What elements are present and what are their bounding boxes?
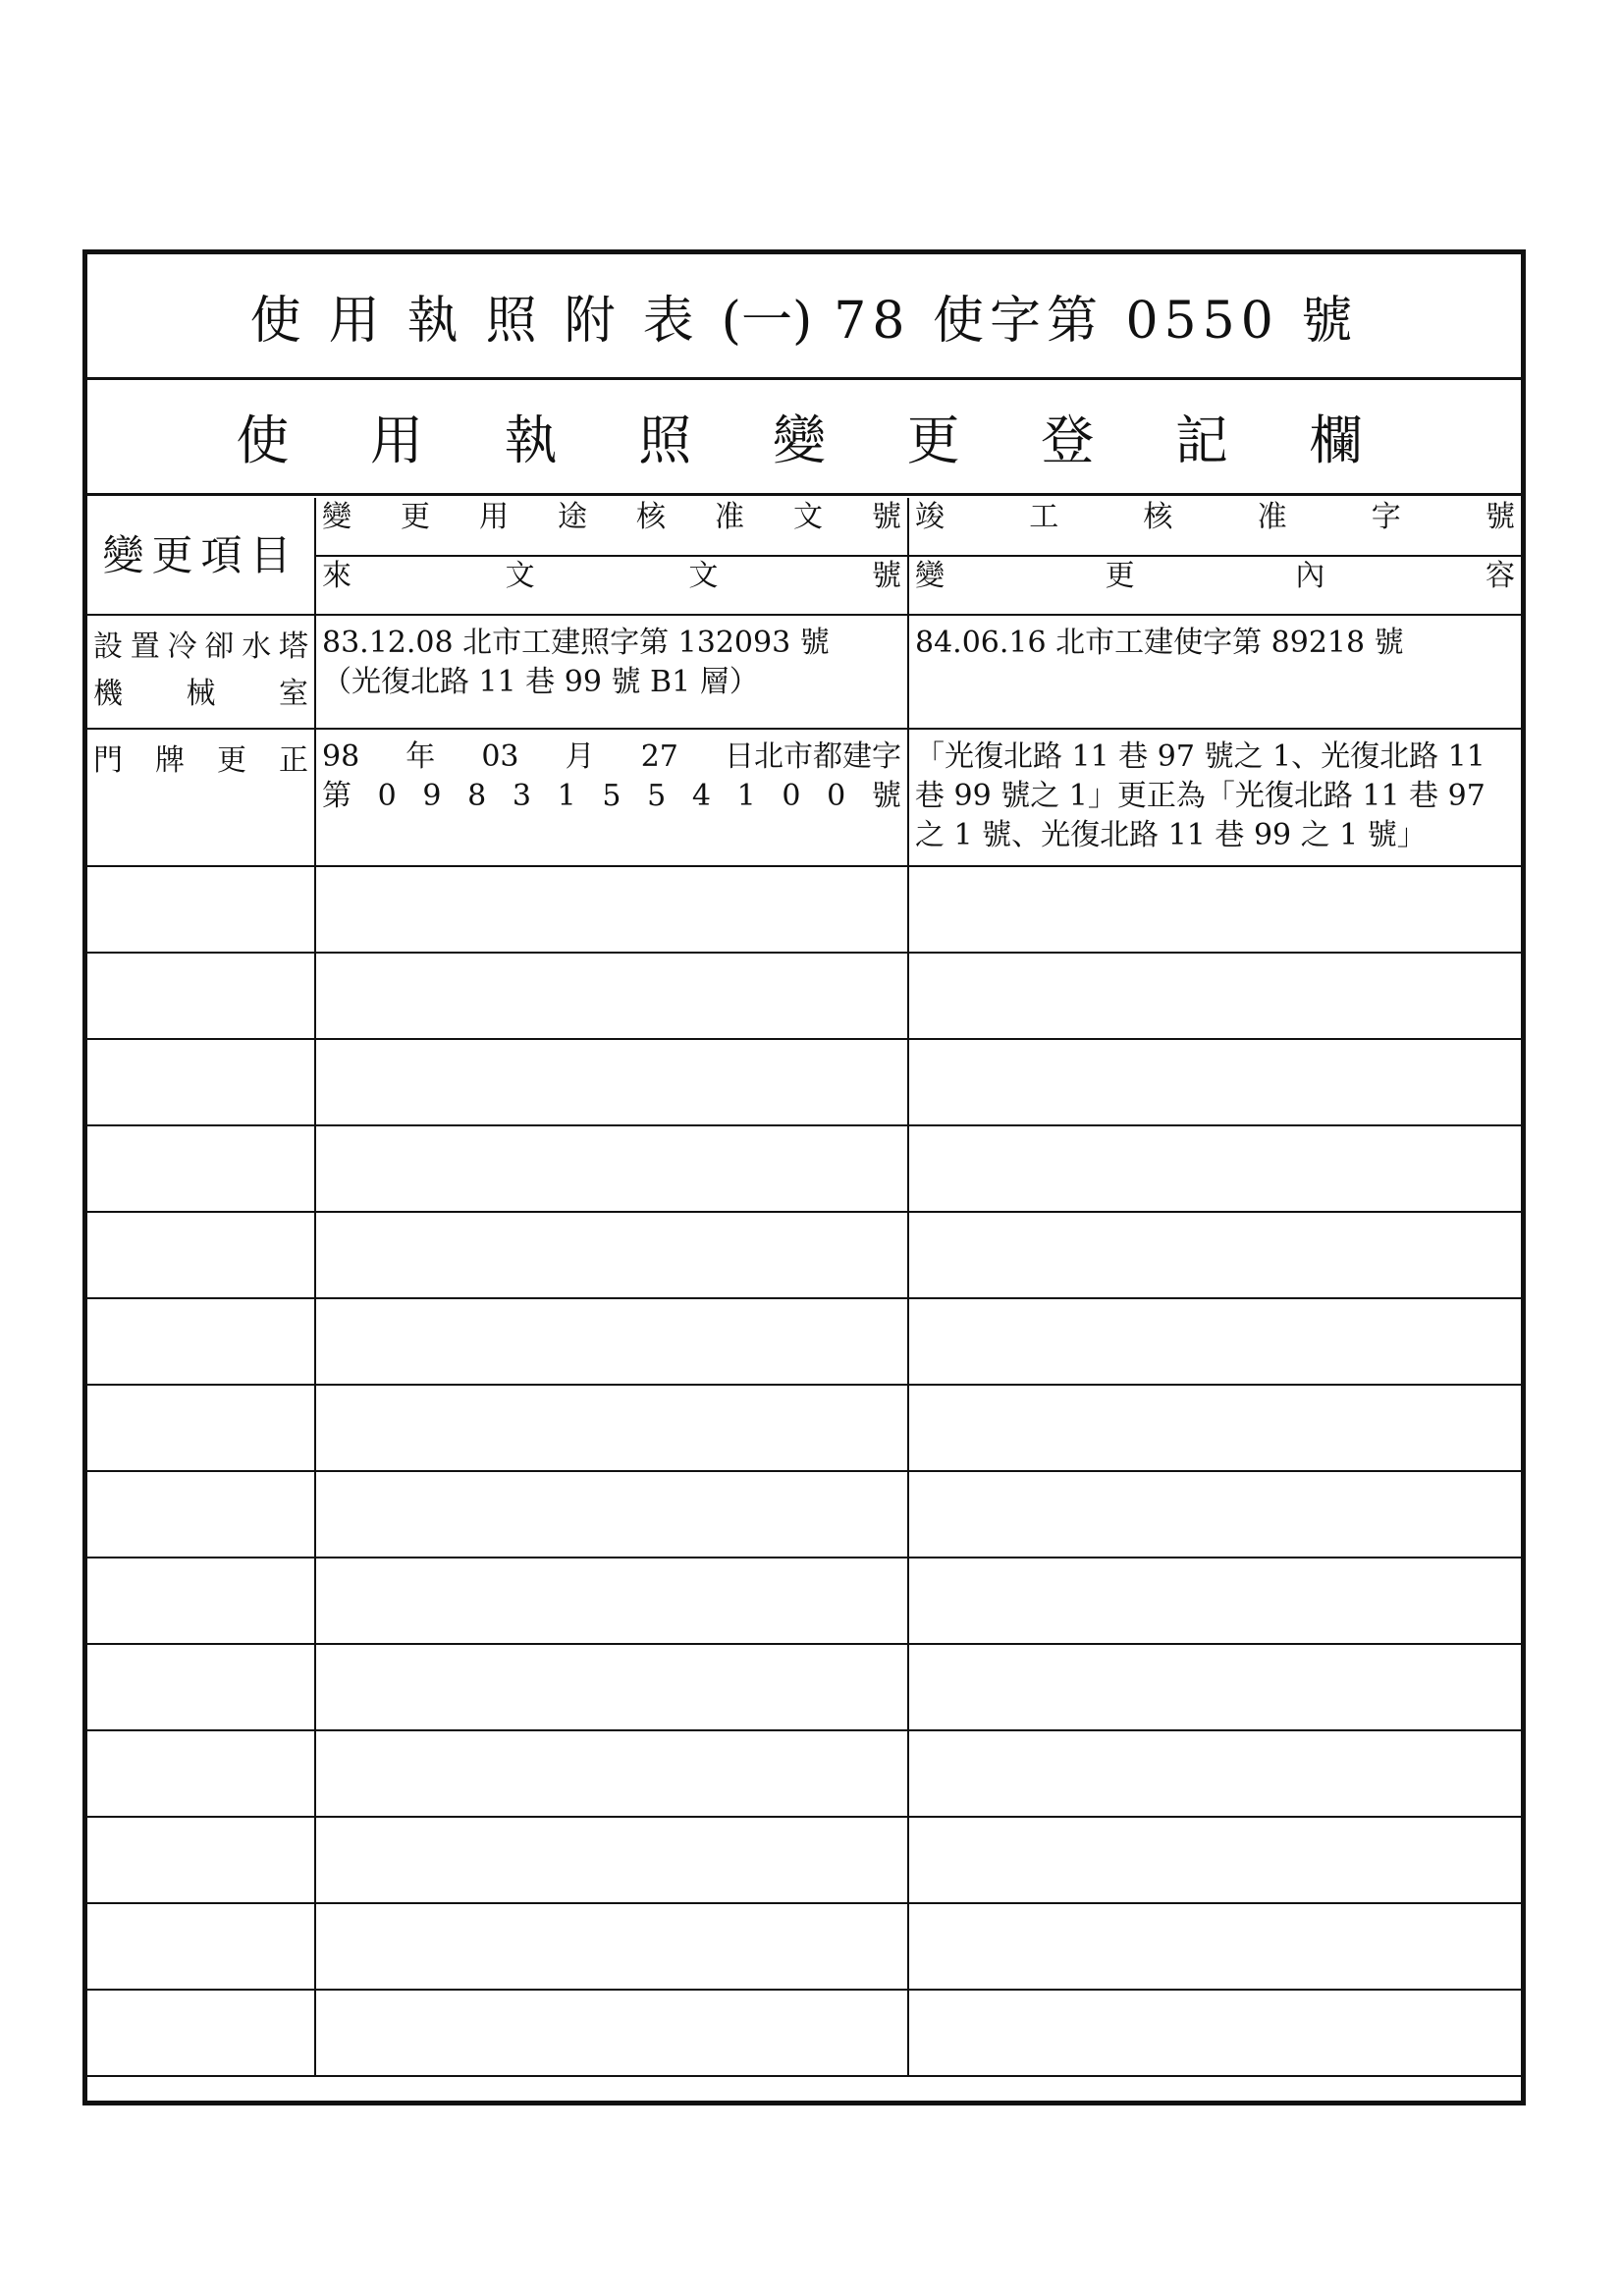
header-char: 更	[401, 500, 430, 534]
doc-token: 日北市都建字	[724, 739, 901, 774]
doc-token: 第	[322, 779, 351, 813]
empty-row	[87, 1212, 1521, 1298]
item-char: 門	[93, 743, 123, 778]
header-completion-no	[908, 498, 1521, 556]
subtitle-char: 欄	[1309, 410, 1363, 471]
doc-token: 0	[827, 779, 846, 813]
header-char: 文	[688, 559, 719, 593]
permit-form	[82, 249, 1526, 2105]
header-char: 容	[1485, 559, 1515, 593]
header-char: 內	[1295, 559, 1325, 593]
empty-row	[87, 1817, 1521, 1903]
empty-row	[87, 1644, 1521, 1730]
header-incoming-doc-no	[315, 556, 908, 615]
doc-token: 27	[640, 739, 678, 774]
empty-row	[87, 1903, 1521, 1990]
header-char: 用	[479, 500, 509, 534]
empty-row	[87, 1558, 1521, 1644]
header-char: 更	[1105, 559, 1135, 593]
subtitle-char: 記	[1174, 410, 1228, 471]
subtitle-char: 執	[504, 410, 558, 471]
table-row	[87, 615, 1521, 729]
item-char: 冷	[167, 629, 197, 664]
subtitle-char: 更	[906, 410, 960, 471]
item-char: 水	[242, 629, 272, 664]
form-title	[87, 254, 1521, 380]
doc-token: 3	[512, 779, 531, 813]
doc-token: 號	[871, 779, 901, 813]
doc-token: 5	[647, 779, 667, 813]
table-row	[87, 729, 1521, 866]
header-approval-doc-no	[315, 498, 908, 556]
subtitle-char: 使	[236, 410, 290, 471]
content-line: 之 1 號、光復北路 11 巷 99 之 1 號」	[915, 818, 1427, 852]
subtitle-char: 照	[638, 410, 692, 471]
header-char: 變	[322, 500, 351, 534]
empty-row	[87, 1298, 1521, 1385]
row-doc-cell	[315, 615, 908, 729]
item-char: 機	[93, 677, 123, 711]
subtitle-char: 用	[369, 410, 423, 471]
row-content-cell	[908, 729, 1521, 866]
header-char: 工	[1029, 500, 1059, 534]
doc-token: 4	[691, 779, 711, 813]
item-char: 卻	[204, 629, 235, 664]
header-char: 號	[871, 559, 901, 593]
item-char: 塔	[278, 629, 308, 664]
header-row-1	[87, 498, 1521, 556]
header-char: 准	[1257, 500, 1287, 534]
empty-row	[87, 1039, 1521, 1125]
header-char: 竣	[915, 500, 945, 534]
subtitle-char: 變	[772, 410, 826, 471]
doc-token: 98	[322, 739, 360, 774]
row-content-cell	[908, 615, 1521, 729]
doc-line: （光復北路 11 巷 99 號 B1 層）	[322, 665, 759, 699]
content-line: 巷 99 號之 1」更正為「光復北路 11 巷 97	[915, 779, 1486, 813]
doc-token: 月	[565, 739, 595, 774]
doc-token: 0	[782, 779, 801, 813]
row-item-cell	[87, 729, 315, 866]
header-char: 准	[715, 500, 744, 534]
item-char: 設	[93, 629, 123, 664]
header-char: 途	[558, 500, 587, 534]
header-char: 文	[793, 500, 823, 534]
doc-token: 0	[377, 779, 397, 813]
header-char: 字	[1371, 500, 1401, 534]
header-char: 核	[636, 500, 666, 534]
title-number: 78 使字第 0550 號	[834, 292, 1359, 351]
content-line: 84.06.16 北市工建使字第 89218 號	[915, 626, 1404, 660]
empty-row	[87, 953, 1521, 1039]
doc-token: 8	[467, 779, 487, 813]
header-char: 文	[505, 559, 535, 593]
item-char: 室	[279, 677, 308, 711]
header-char: 核	[1143, 500, 1173, 534]
doc-token: 5	[602, 779, 621, 813]
header-char: 號	[1485, 500, 1515, 534]
content-line: 「光復北路 11 巷 97 號之 1、光復北路 11	[915, 739, 1486, 774]
empty-row	[87, 1125, 1521, 1212]
doc-line: 83.12.08 北市工建照字第 132093 號	[322, 626, 830, 660]
item-char: 更	[217, 743, 246, 778]
doc-token: 1	[557, 779, 576, 813]
doc-token: 9	[422, 779, 442, 813]
header-change-content	[908, 556, 1521, 615]
empty-row	[87, 1990, 1521, 2076]
header-char: 變	[915, 559, 945, 593]
doc-token: 年	[405, 739, 436, 774]
doc-token: 03	[481, 739, 519, 774]
empty-row	[87, 1471, 1521, 1558]
row-doc-cell	[315, 729, 908, 866]
item-char: 正	[279, 743, 308, 778]
subtitle-char: 登	[1041, 410, 1095, 471]
form-subtitle	[87, 380, 1521, 496]
doc-token: 1	[736, 779, 756, 813]
header-change-item: 變更項目	[87, 498, 315, 615]
empty-row	[87, 1385, 1521, 1471]
empty-row	[87, 866, 1521, 953]
title-paren: (一)	[721, 292, 813, 351]
header-char: 號	[872, 500, 901, 534]
item-char: 械	[186, 677, 216, 711]
change-register-table	[87, 498, 1521, 2077]
title-prefix: 使用執照附表	[249, 292, 722, 351]
row-item-cell	[87, 615, 315, 729]
item-char: 牌	[155, 743, 185, 778]
item-char: 置	[130, 629, 160, 664]
header-char: 來	[322, 559, 351, 593]
empty-row	[87, 1730, 1521, 1817]
